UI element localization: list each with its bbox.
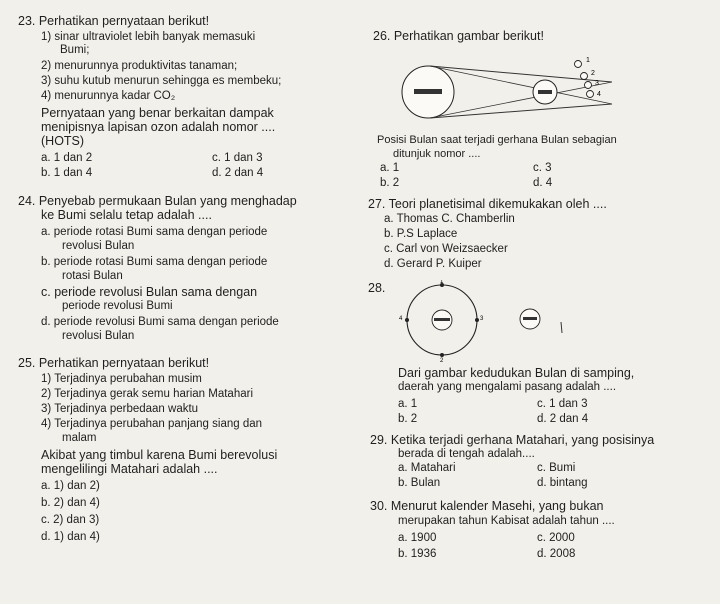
q24-option-b-cont: rotasi Bulan	[62, 270, 123, 282]
q29-option-b[interactable]: b. Bulan	[398, 477, 441, 489]
q24-option-b[interactable]: b. periode rotasi Bumi sama dengan periode	[41, 256, 268, 268]
q26-caption-1: Posisi Bulan saat terjadi gerhana Bulan sebagian	[377, 134, 617, 146]
q30-stem-2: merupakan tahun Kabisat adalah tahun ....	[398, 515, 615, 527]
q23-statement-1: 1) sinar ultraviolet lebih banyak memasuki	[41, 31, 256, 43]
q24-option-d-cont: revolusi Bulan	[62, 330, 135, 342]
q25-head: 25. Perhatikan pernyataan berikut!	[18, 356, 210, 370]
q27-option-b[interactable]: b. P.S Laplace	[384, 228, 458, 240]
moon-shape	[520, 309, 540, 329]
q26-eclipse-diagram	[400, 52, 615, 132]
q26-diagram-label-4: 4	[597, 91, 601, 98]
q30-option-d[interactable]: d. 2008	[537, 548, 576, 560]
q23-statement-3: 3) suhu kutub menurun sehingga es membeku;	[41, 75, 282, 87]
q24-option-d[interactable]: d. periode revolusi Bumi sama dengan periode	[41, 316, 279, 328]
q28-option-c[interactable]: c. 1 dan 3	[537, 398, 588, 410]
q24-option-a[interactable]: a. periode rotasi Bumi sama dengan periode	[41, 226, 268, 238]
q23-statement-2: 2) menurunnya produktivitas tanaman;	[41, 60, 238, 72]
shadow-line-bottom	[430, 104, 612, 118]
q23-statement-4: 4) menurunnya kadar CO₂	[41, 90, 176, 102]
q25-stem-2: mengelilingi Matahari adalah ....	[41, 462, 218, 476]
q24-stem-2: ke Bumi selalu tetap adalah ....	[41, 208, 212, 222]
q26-head: 26. Perhatikan gambar berikut!	[373, 29, 544, 43]
q23-option-d[interactable]: d. 2 dan 4	[212, 167, 264, 179]
q28-stem-2: daerah yang mengalami pasang adalah ....	[398, 381, 617, 393]
q29-option-d[interactable]: d. bintang	[537, 477, 588, 489]
q30-option-c[interactable]: c. 2000	[537, 532, 575, 544]
q28-diagram-label-2: 2	[440, 358, 444, 362]
q28-option-a[interactable]: a. 1	[398, 398, 418, 410]
sun-shape	[402, 66, 454, 118]
q26-option-d[interactable]: d. 4	[533, 177, 553, 189]
q28-diagram-label-1: 1	[440, 280, 444, 285]
q25-statement-2: 2) Terjadinya gerak semu harian Matahari	[41, 388, 254, 400]
q25-option-b[interactable]: b. 2) dan 4)	[41, 497, 100, 509]
q30-stem-1: 30. Menurut kalender Masehi, yang bukan	[370, 499, 604, 513]
scan-mark	[561, 322, 562, 333]
q27-stem: 27. Teori planetisimal dikemukakan oleh ....	[368, 197, 607, 211]
q25-stem-1: Akibat yang timbul karena Bumi berevolusi	[41, 448, 278, 462]
q25-statement-3: 3) Terjadinya perbedaan waktu	[41, 403, 199, 415]
q26-option-b[interactable]: b. 2	[380, 177, 400, 189]
earth-shape	[432, 310, 452, 330]
q25-statement-4: 4) Terjadinya perubahan panjang siang dan	[41, 418, 263, 430]
q27-option-a[interactable]: a. Thomas C. Chamberlin	[384, 213, 515, 225]
q28-number: 28.	[368, 281, 386, 295]
q23-stem-2: menipisnya lapisan ozon adalah nomor ....	[41, 120, 276, 134]
q25-statement-4-cont: malam	[62, 432, 97, 444]
q23-head: 23. Perhatikan pernyataan berikut!	[18, 14, 210, 28]
moon-position-2	[581, 73, 588, 80]
q28-stem-1: Dari gambar kedudukan Bulan di samping,	[398, 366, 635, 380]
q23-option-c[interactable]: c. 1 dan 3	[212, 152, 263, 164]
q24-stem-1: 24. Penyebab permukaan Bulan yang menghadap	[18, 194, 297, 208]
q28-option-d[interactable]: d. 2 dan 4	[537, 413, 589, 425]
q29-option-a[interactable]: a. Matahari	[398, 462, 456, 474]
tide-point-4	[405, 318, 409, 322]
earth-shape	[533, 80, 557, 104]
tide-point-3	[475, 318, 479, 322]
q28-diagram-label-4: 4	[399, 316, 403, 322]
q24-option-a-cont: revolusi Bulan	[62, 240, 135, 252]
moon-position-4	[587, 91, 594, 98]
q26-diagram-label-3: 3	[595, 80, 599, 87]
q28-option-b[interactable]: b. 2	[398, 413, 418, 425]
moon-position-1	[575, 61, 582, 68]
q26-diagram-label-1: 1	[586, 57, 590, 64]
q24-option-c-cont: periode revolusi Bumi	[62, 300, 173, 312]
q23-statement-1-cont: Bumi;	[60, 44, 90, 56]
q25-option-d[interactable]: d. 1) dan 4)	[41, 531, 100, 543]
q23-hots: (HOTS)	[41, 134, 85, 148]
q30-option-b[interactable]: b. 1936	[398, 548, 437, 560]
q23-option-a[interactable]: a. 1 dan 2	[41, 152, 93, 164]
q29-option-c[interactable]: c. Bumi	[537, 462, 576, 474]
q27-option-c[interactable]: c. Carl von Weizsaecker	[384, 243, 508, 255]
tide-point-2	[440, 353, 444, 357]
q23-stem-1: Pernyataan yang benar berkaitan dampak	[41, 106, 274, 120]
q26-option-a[interactable]: a. 1	[380, 162, 400, 174]
q29-stem-1: 29. Ketika terjadi gerhana Matahari, yang posisinya	[370, 433, 655, 447]
q27-option-d[interactable]: d. Gerard P. Kuiper	[384, 258, 482, 270]
q26-option-c[interactable]: c. 3	[533, 162, 552, 174]
q25-statement-1: 1) Terjadinya perubahan musim	[41, 373, 202, 385]
q29-stem-2: berada di tengah adalah....	[398, 448, 535, 460]
q25-option-a[interactable]: a. 1) dan 2)	[41, 480, 100, 492]
q23-option-b[interactable]: b. 1 dan 4	[41, 167, 93, 179]
q30-option-a[interactable]: a. 1900	[398, 532, 437, 544]
q26-caption-2: ditunjuk nomor ....	[393, 148, 481, 160]
q26-diagram-label-2: 2	[591, 70, 595, 77]
moon-position-3	[585, 82, 592, 89]
q28-diagram-label-3: 3	[480, 316, 484, 322]
q25-option-c[interactable]: c. 2) dan 3)	[41, 514, 100, 526]
q24-option-c[interactable]: c. periode revolusi Bulan sama dengan	[41, 285, 258, 299]
q28-tide-diagram	[395, 280, 565, 362]
umbra-line-bottom	[430, 82, 612, 118]
